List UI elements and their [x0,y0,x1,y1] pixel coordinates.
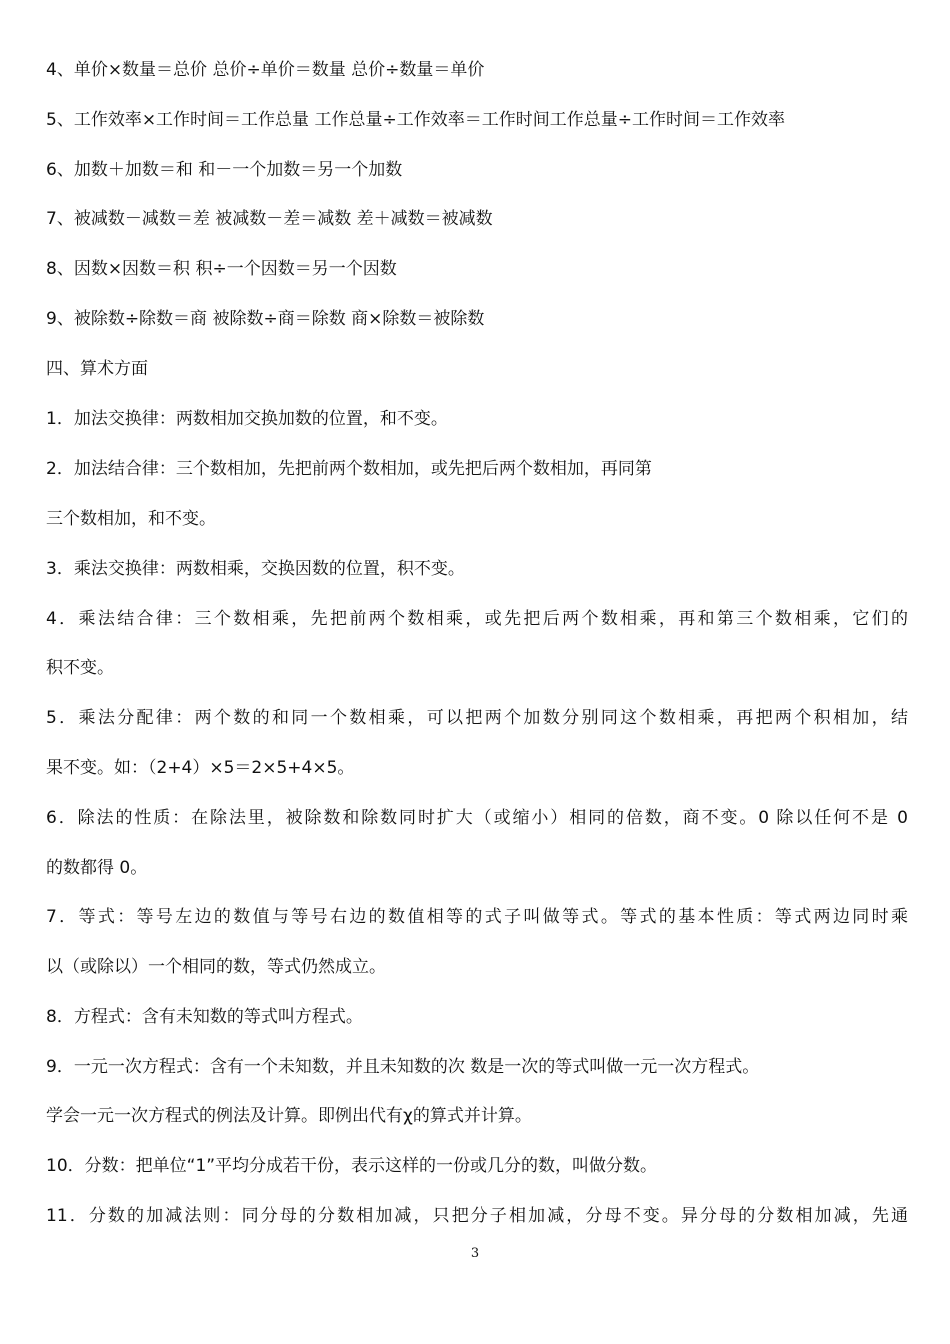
text-line: 1．加法交换律：两数相加交换加数的位置，和不变。 [46,409,448,429]
text-line: 7．等式：等号左边的数值与等号右边的数值相等的式子叫做等式。等式的基本性质：等式两边同时乘 [46,907,908,927]
text-line: 4．乘法结合律：三个数相乘，先把前两个数相乘，或先把后两个数相乘，再和第三个数相乘，它们的 [46,609,908,629]
text-line: 5．乘法分配律：两个数的和同一个数相乘，可以把两个加数分别同这个数相乘，再把两个积相加，结 [46,708,908,728]
text-line: 果不变。如：（2+4）×5＝2×5+4×5。 [46,758,355,778]
text-line: 积不变。 [46,658,114,678]
text-line: 8．方程式：含有未知数的等式叫方程式。 [46,1007,363,1027]
text-line: 10．分数：把单位“1”平均分成若干份，表示这样的一份或几分的数，叫做分数。 [46,1156,658,1176]
text-line: 7、被减数－减数＝差 被减数－差＝减数 差＋减数＝被减数 [46,209,493,229]
text-line: 6．除法的性质：在除法里，被除数和除数同时扩大（或缩小）相同的倍数，商不变。0 除以任何不是 0 [46,808,908,828]
text-line: 3．乘法交换律：两数相乘，交换因数的位置，积不变。 [46,559,465,579]
text-line: 9．一元一次方程式：含有一个未知数，并且未知数的次 数是一次的等式叫做一元一次方程式。 [46,1057,760,1077]
text-line: 学会一元一次方程式的例法及计算。即例出代有χ的算式并计算。 [46,1106,532,1126]
text-line: 4、单价×数量＝总价 总价÷单价＝数量 总价÷数量＝单价 [46,60,485,80]
text-line: 2．加法结合律：三个数相加，先把前两个数相加，或先把后两个数相加，再同第 [46,459,652,479]
section-heading: 四、算术方面 [46,359,148,379]
text-line: 的数都得 0。 [46,858,148,878]
text-line: 以（或除以）一个相同的数，等式仍然成立。 [46,957,386,977]
text-line: 三个数相加，和不变。 [46,509,216,529]
text-line: 6、加数＋加数＝和 和－一个加数＝另一个加数 [46,160,403,180]
text-line: 9、被除数÷除数＝商 被除数÷商＝除数 商×除数＝被除数 [46,309,485,329]
text-line: 8、因数×因数＝积 积÷一个因数＝另一个因数 [46,259,397,279]
text-line: 5、工作效率×工作时间＝工作总量 工作总量÷工作效率＝工作时间工作总量÷工作时间＝工作效率 [46,110,785,130]
page-number: 3 [470,1246,480,1261]
text-line: 11．分数的加减法则：同分母的分数相加减，只把分子相加减，分母不变。异分母的分数相加减，先通 [46,1206,908,1226]
